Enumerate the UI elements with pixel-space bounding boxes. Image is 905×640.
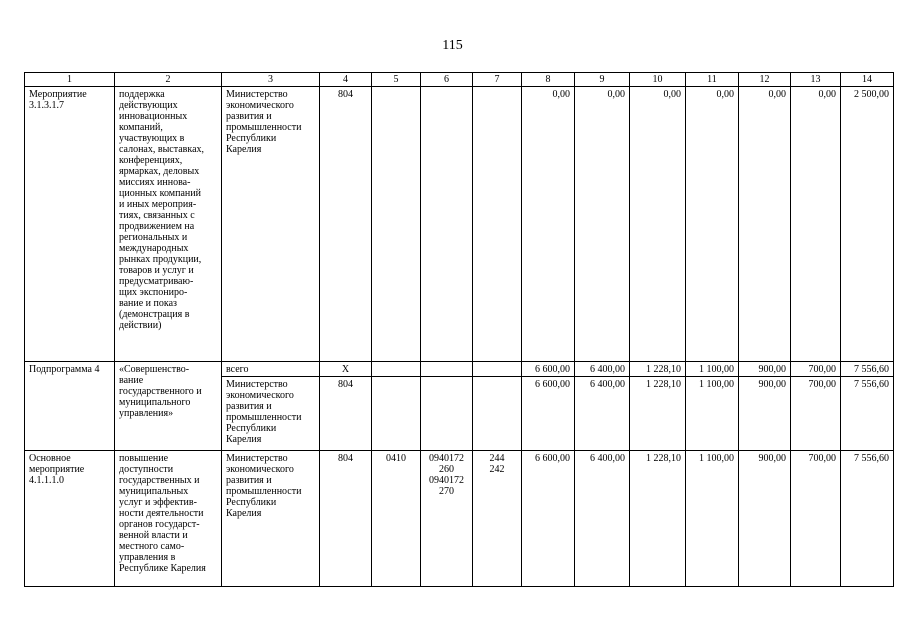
value-cell: 1 100,00 xyxy=(686,377,739,451)
column-header: 1 xyxy=(25,73,115,87)
value-cell: 6 600,00 xyxy=(522,377,575,451)
cell-line: действующих xyxy=(119,100,178,111)
cell-line: товаров и услуг и xyxy=(119,265,194,276)
value-cell: 7 556,60 xyxy=(841,451,894,587)
column-header: 11 xyxy=(686,73,739,87)
grbs-cell: Х xyxy=(320,362,372,377)
value-cell: 1 228,10 xyxy=(630,377,686,451)
csr-cell xyxy=(421,87,473,362)
cell-line: 0940172 xyxy=(429,475,464,486)
column-header: 13 xyxy=(791,73,841,87)
column-header: 9 xyxy=(575,73,630,87)
page-number: 115 xyxy=(442,38,463,53)
vr-cell xyxy=(473,451,522,587)
cell-line: «Совершенство- xyxy=(119,364,190,375)
cell-line: 270 xyxy=(439,486,454,497)
measure-code-cell xyxy=(25,451,115,587)
cell-line: продвижением на xyxy=(119,221,195,232)
value-cell: 6 600,00 xyxy=(522,362,575,377)
value-cell: 700,00 xyxy=(791,377,841,451)
cell-line: развития и xyxy=(226,111,272,122)
value-cell: 7 556,60 xyxy=(841,362,894,377)
table-row xyxy=(25,451,894,587)
cell-line: Карелия xyxy=(226,508,262,519)
csr-cell xyxy=(421,451,473,587)
rzpr-cell xyxy=(372,87,421,362)
cell-line: действии) xyxy=(119,320,162,331)
csr-cell xyxy=(421,362,473,377)
cell-line: промышленности xyxy=(226,486,302,497)
value-cell: 1 100,00 xyxy=(686,451,739,587)
value-cell: 6 600,00 xyxy=(522,451,575,587)
cell-line: Республики xyxy=(226,423,277,434)
cell-line: государственных и xyxy=(119,475,200,486)
vr-cell xyxy=(473,377,522,451)
cell-line: Министерство xyxy=(226,379,288,390)
cell-line: Республики xyxy=(226,133,277,144)
measure-name-cell xyxy=(115,451,222,587)
cell-line: 242 xyxy=(489,464,505,475)
cell-line: конференциях, xyxy=(119,155,183,166)
executor-cell xyxy=(222,451,320,587)
cell-line: муниципальных xyxy=(119,486,189,497)
cell-line: 244 xyxy=(489,453,505,464)
value-cell: 700,00 xyxy=(791,451,841,587)
cell-line: инновационных xyxy=(119,111,188,122)
cell-line: салонах, выставках, xyxy=(119,144,205,155)
value-cell: 6 400,00 xyxy=(575,362,630,377)
cell-line: услуг и эффектив- xyxy=(119,497,197,508)
grbs-cell: 804 xyxy=(320,377,372,451)
cell-line: мероприятие xyxy=(29,464,85,475)
grbs-cell: 804 xyxy=(320,451,372,587)
budget-table xyxy=(24,72,894,587)
value-cell: 0,00 xyxy=(630,87,686,362)
value-cell: 900,00 xyxy=(739,362,791,377)
cell-line: рынках продукции, xyxy=(119,254,202,265)
value-cell: 1 228,10 xyxy=(630,362,686,377)
column-header: 10 xyxy=(630,73,686,87)
cell-line: доступности xyxy=(119,464,174,475)
executor-cell xyxy=(222,377,320,451)
cell-line: поддержка xyxy=(119,89,165,100)
cell-line: ности деятельности xyxy=(119,508,204,519)
column-header: 7 xyxy=(473,73,522,87)
value-cell: 0,00 xyxy=(686,87,739,362)
column-header: 3 xyxy=(222,73,320,87)
cell-line: муниципального xyxy=(119,397,191,408)
cell-line: ционных компаний xyxy=(119,188,201,199)
column-header: 14 xyxy=(841,73,894,87)
cell-line: Министерство xyxy=(226,453,288,464)
subprogram-code-cell xyxy=(25,362,115,451)
measure-name-cell xyxy=(115,87,222,362)
vr-cell xyxy=(473,87,522,362)
cell-line: промышленности xyxy=(226,122,302,133)
cell-line: повышение xyxy=(119,453,169,464)
column-header: 12 xyxy=(739,73,791,87)
column-header: 6 xyxy=(421,73,473,87)
column-number-row xyxy=(25,73,894,87)
cell-line: щих экспониро- xyxy=(119,287,188,298)
value-cell: 900,00 xyxy=(739,451,791,587)
cell-line: региональных и xyxy=(119,232,188,243)
cell-line: вание xyxy=(119,375,144,386)
cell-line: экономического xyxy=(226,390,294,401)
executor-cell xyxy=(222,362,320,377)
cell-line: Республике Карелия xyxy=(119,563,206,574)
cell-line: управления» xyxy=(119,408,174,419)
cell-line: всего xyxy=(226,364,249,375)
cell-line: государственного и xyxy=(119,386,202,397)
subprogram-name-cell xyxy=(115,362,222,451)
value-cell: 6 400,00 xyxy=(575,451,630,587)
cell-line: экономического xyxy=(226,100,294,111)
value-cell: 6 400,00 xyxy=(575,377,630,451)
cell-line: венной власти и xyxy=(119,530,188,541)
value-cell: 0,00 xyxy=(575,87,630,362)
cell-line: (демонстрация в xyxy=(119,309,190,320)
grbs-cell: 804 xyxy=(320,87,372,362)
value-cell: 900,00 xyxy=(739,377,791,451)
executor-cell xyxy=(222,87,320,362)
cell-line: предусматриваю- xyxy=(119,276,194,287)
cell-line: вание и показ xyxy=(119,298,177,309)
column-header: 5 xyxy=(372,73,421,87)
value-cell: 0,00 xyxy=(739,87,791,362)
cell-line: Мероприятие xyxy=(29,89,87,100)
cell-line: тиях, связанных с xyxy=(119,210,195,221)
cell-line: и иных мероприя- xyxy=(119,199,197,210)
value-cell: 700,00 xyxy=(791,362,841,377)
value-cell: 1 228,10 xyxy=(630,451,686,587)
cell-line: Карелия xyxy=(226,144,262,155)
cell-line: местного само- xyxy=(119,541,185,552)
cell-line: 3.1.3.1.7 xyxy=(29,100,64,111)
cell-line: Подпрограмма 4 xyxy=(29,364,100,375)
cell-line: 260 xyxy=(439,464,454,475)
cell-line: органов государст- xyxy=(119,519,200,530)
cell-line: ярмарках, деловых xyxy=(119,166,200,177)
cell-line: экономического xyxy=(226,464,294,475)
cell-line: Карелия xyxy=(226,434,262,445)
column-header: 4 xyxy=(320,73,372,87)
value-cell: 2 500,00 xyxy=(841,87,894,362)
cell-line: участвующих в xyxy=(119,133,185,144)
cell-line: управления в xyxy=(119,552,176,563)
column-header: 2 xyxy=(115,73,222,87)
cell-line: Основное xyxy=(29,453,71,464)
cell-line: развития и xyxy=(226,475,272,486)
value-cell: 0,00 xyxy=(791,87,841,362)
csr-cell xyxy=(421,377,473,451)
cell-line: 4.1.1.1.0 xyxy=(29,475,64,486)
cell-line: промышленности xyxy=(226,412,302,423)
cell-line: миссиях иннова- xyxy=(119,177,191,188)
rzpr-cell: 0410 xyxy=(372,451,421,587)
cell-line: международных xyxy=(119,243,189,254)
cell-line: развития и xyxy=(226,401,272,412)
value-cell: 0,00 xyxy=(522,87,575,362)
rzpr-cell xyxy=(372,377,421,451)
value-cell: 7 556,60 xyxy=(841,377,894,451)
value-cell: 1 100,00 xyxy=(686,362,739,377)
column-header: 8 xyxy=(522,73,575,87)
table-row xyxy=(25,87,894,362)
measure-code-cell xyxy=(25,87,115,362)
cell-line: компаний, xyxy=(119,122,163,133)
rzpr-cell xyxy=(372,362,421,377)
cell-line: 0940172 xyxy=(429,453,464,464)
cell-line: Республики xyxy=(226,497,277,508)
cell-line: Министерство xyxy=(226,89,288,100)
vr-cell xyxy=(473,362,522,377)
table-row xyxy=(25,362,894,377)
